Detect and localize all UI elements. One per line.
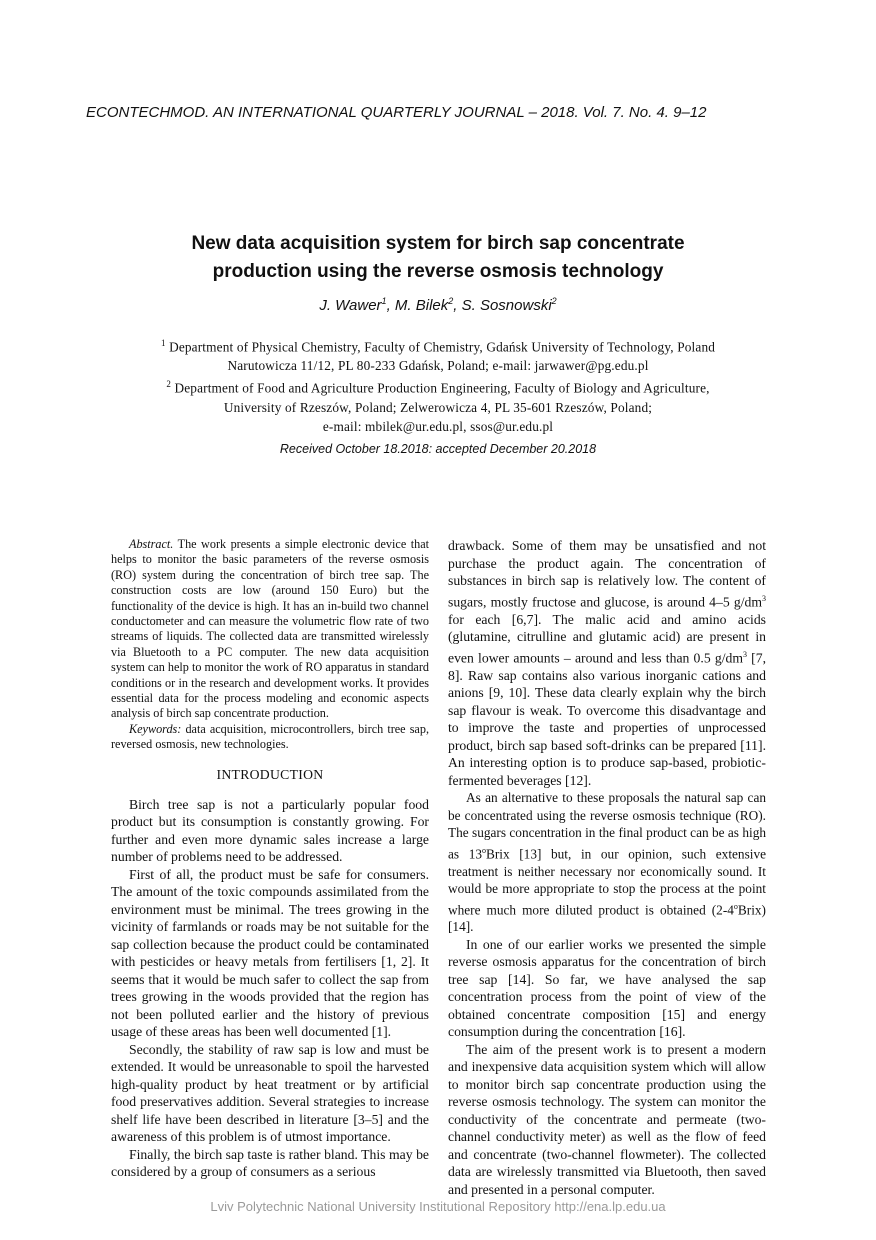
paragraph-text: Brix [13] but, in our opinion, such extensive treatment is neither necessary nor economically sound. It would be more appropriate to stop the process at the point where much more diluted product is obtained (2-4 [448, 846, 766, 917]
repository-footer: Lviv Polytechnic National University Institutional Repository http://ena.lp.edu.ua [210, 1199, 666, 1214]
superscript: 3 [743, 649, 747, 659]
intro-paragraph-3: Secondly, the stability of raw sap is low and must be extended. It would be unreasonable to spoil the harvested high-quality product by heat treatment or by artificial food preservatives addition. Several strategies to increase shelf life have been described in literature [3–5] and the awareness of this problem is of utmost importance. [111, 1041, 429, 1145]
author-name: M. Bilek [394, 297, 449, 314]
affiliation-1-text: Department of Physical Chemistry, Faculty of Chemistry, Gdańsk University of Technology, Poland [169, 339, 716, 355]
intro-paragraph-1: Birch tree sap is not a particularly popular food product but its consumption is constantly growing. For further and even more dynamic sales increase a large number of problems need to be addressed. [111, 796, 429, 865]
journal-header: ECONTECHMOD. AN INTERNATIONAL QUARTERLY JOURNAL – 2018. Vol. 7. No. 4. 9–12 [86, 104, 707, 121]
superscript: 3 [762, 593, 766, 603]
affiliation-1-line-2: Narutowicza 11/12, PL 80-233 Gdańsk, Poland; e-mail: jarwawer@pg.edu.pl [227, 358, 649, 374]
intro-paragraph-5 [448, 789, 766, 936]
keywords-text: data acquisition, microcontrollers, birch tree sap, reversed osmosis, new technologies. [111, 721, 429, 752]
affiliation-2-line-2: University of Rzeszów, Poland; Zelwerowicza 4, PL 35-601 Rzeszów, Poland; [223, 399, 653, 415]
keywords-label: Keywords: [129, 721, 182, 736]
affiliation-1-line-1 [60, 334, 816, 356]
abstract-paragraph [111, 537, 429, 722]
superscript: o [482, 845, 486, 855]
author-name: S. Sosnowski [461, 297, 552, 314]
abstract-label: Abstract. [129, 537, 174, 551]
intro-paragraph-7: The aim of the present work is to present a modern and inexpensive data acquisition system which will allow to monitor birch sap concentrate production using the reverse osmosis technology. The system can monitor the conductivity of the concentrate and permeate (two-channel conductivity meter) as well as the flow of feed and concentrate (two-channel flowmeter). The collected data are wirelessly transmitted via Bluetooth, then saved and presented in a personal computer. [448, 1041, 766, 1197]
affiliation-2-mark: 2 [166, 379, 171, 390]
author-affiliation-mark: 2 [448, 296, 454, 306]
paragraph-text: Brix) [14]. [448, 901, 766, 935]
affiliation-1-mark: 1 [160, 338, 166, 348]
superscript: o [733, 901, 738, 911]
paragraph-text: for each [6,7]. The malic acid and amino acids (glutamine, citrulline and glutamic acid) are present in even lower amounts – around and less than 0.5 g/dm [448, 611, 766, 666]
paper-title [60, 230, 816, 286]
paragraph-text: [7, 8]. Raw sap contains also various inorganic cations and anions [9, 10]. These data clearly explain why the birch sap flavour is weak. To overcome this disadvantage and to improve the taste and properties of unprocessed product, birch sap based soft-drinks can be prepared [11]. An interesting option is to produce sap-based, probiotic-fermented beverages [12]. [448, 650, 767, 788]
affiliation-2-line-3: e-mail: mbilek@ur.edu.pl, ssos@ur.edu.pl [322, 418, 554, 434]
keywords-paragraph [111, 722, 429, 753]
author-affiliation-mark: 2 [551, 296, 557, 306]
author-affiliation-mark: 1 [381, 296, 387, 306]
received-dates: Received October 18.2018: accepted December 20.2018 [279, 442, 597, 456]
right-column [448, 537, 766, 1198]
paragraph-text: As an alternative to these proposals the natural sap can be concentrated using the reverse osmosis technique (RO). The sugars concentration in the final product can be as high as 13 [448, 790, 766, 862]
paragraph-text: drawback. Some of them may be unsatisfied and not purchase the product again. The concentration of substances in birch sap is relatively low. The content of sugars, mostly fructose and glucose, is around 4–5 g/dm [448, 538, 766, 610]
intro-paragraph-4: Finally, the birch sap taste is rather bland. This may be considered by a group of consumers as a serious [111, 1146, 429, 1180]
affiliation-2-line-1 [60, 375, 816, 397]
paper-title-line-1: New data acquisition system for birch sap concentrate [191, 233, 685, 254]
author-name: J. Wawer [319, 297, 382, 314]
left-column [111, 537, 429, 1181]
affiliations [60, 334, 816, 436]
section-heading-introduction: INTRODUCTION [216, 766, 324, 782]
abstract-text: The work presents a simple electronic device that helps to monitor the basic parameters of the reverse osmosis (RO) system during the concentration of birch tree sap. The construction costs are low (around 150 Euro) but the functionality of the device is high. It has an in-build two channel conductometer and can measure the volumetric flow rate of two streams of liquids. The collected data are transmitted wirelessly via Bluetooth to a PC computer. The new data acquisition system can help to monitor the work of RO apparatus in standard conditions or in the research and development works. It provides essential data for the process modeling and economic aspects analysis of birch sap concentrate production. [111, 537, 429, 721]
intro-paragraph-4-continued [448, 537, 766, 789]
affiliation-2-text: Department of Food and Agriculture Production Engineering, Faculty of Biology and Agriculture, [174, 380, 710, 396]
author-list: J. Wawer$^1$, M. Bilek$^2$, S. Sosnowski$^2$ [319, 296, 557, 314]
paper-title-line-2: production using the reverse osmosis technology [212, 261, 664, 282]
intro-paragraph-2: First of all, the product must be safe for consumers. The amount of the toxic compounds assimilated from the environment must be minimal. The trees growing in the vicinity of farmlands or roads may be not suitable for the sap collection because the product could be contaminated with pesticides or heavy metals from fertilisers [1, 2]. It seems that it would be much safer to collect the sap from trees growing in the woods provided that the region has not been polluted earlier and the history of previous usage of these areas has been well documented [1]. [111, 866, 429, 1040]
intro-paragraph-6: In one of our earlier works we presented the simple reverse osmosis apparatus for the concentration of birch tree sap [14]. So far, we have analysed the sap concentration process from the point of view of the obtained concentrate composition [15] and energy consumption during the concentration [16]. [448, 936, 766, 1040]
